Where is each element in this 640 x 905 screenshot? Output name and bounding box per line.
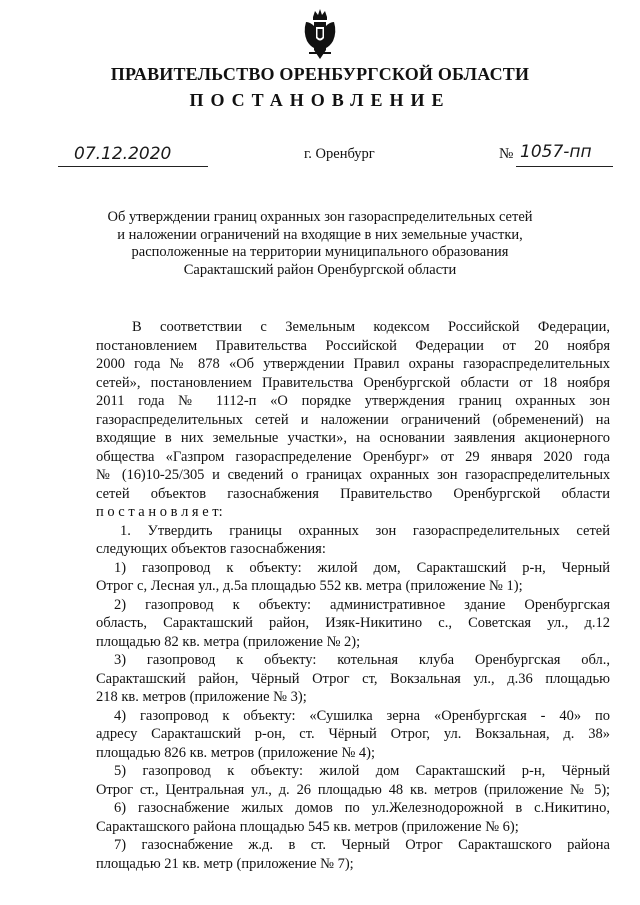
body-line: 5) газопровод к объекту: жилой дом Саракташский р-н, Чёрный bbox=[114, 763, 610, 779]
document-date: 07.12.2020 bbox=[58, 143, 208, 167]
body-line: В соответствии с Земельным кодексом Российской Федерации, bbox=[132, 319, 610, 335]
body-line: сетей объектов газоснабжения Правительство Оренбургской области bbox=[96, 485, 610, 502]
coat-of-arms-icon bbox=[303, 8, 337, 60]
body-line: постановлением Правительства Российской Федерации от 20 ноября bbox=[96, 337, 610, 354]
body-line: 218 кв. метров (приложение № 3); bbox=[96, 689, 307, 705]
body-line: 6) газоснабжение жилых домов по ул.Железнодорожной в с.Никитино, bbox=[114, 800, 610, 816]
title-line: расположенные на территории муниципального образования bbox=[131, 244, 509, 260]
document-title bbox=[60, 209, 580, 279]
body-line: общества «Газпром газораспределение Оренбург» от 29 января 2020 года bbox=[96, 448, 610, 465]
document-body bbox=[96, 318, 610, 873]
body-line: 2011 года № 1112-п «О порядке утверждения границ охранных зон bbox=[96, 393, 610, 409]
document-type: ПОСТАНОВЛЕНИЕ bbox=[189, 90, 451, 110]
body-line: адресу Саракташский р-он, ст. Чёрный Отрог, ул. Вокзальная, д. 38» bbox=[96, 726, 610, 742]
body-line: следующих объектов газоснабжения: bbox=[96, 541, 326, 557]
title-line: и наложении ограничений на входящие в них земельные участки, bbox=[117, 226, 523, 243]
body-line: 4) газопровод к объекту: «Сушилка зерна «Оренбургская - 40» по bbox=[114, 707, 610, 724]
body-line: Отрог ст., Центральная ул., д. 26 площадью 48 кв. метров (приложение № 5); bbox=[96, 781, 610, 798]
body-line: область, Саракташский район, Изяк-Никитино с., Советская ул., д.12 bbox=[96, 615, 610, 631]
title-line: Саракташский район Оренбургской области bbox=[183, 261, 457, 278]
body-line-resolves: п о с т а н о в л я е т: bbox=[96, 504, 223, 520]
body-line: Саракташского района площадью 545 кв. метров (приложение № 6); bbox=[96, 818, 519, 835]
body-line: 7) газоснабжение ж.д. в ст. Черный Отрог Саракташского района bbox=[114, 837, 610, 853]
body-line: Отрог с, Лесная ул., д.5а площадью 552 кв. метра (приложение № 1); bbox=[96, 578, 523, 594]
title-line: Об утверждении границ охранных зон газораспределительных сетей bbox=[107, 209, 533, 225]
government-name: ПРАВИТЕЛЬСТВО ОРЕНБУРГСКОЙ ОБЛАСТИ bbox=[110, 64, 530, 84]
body-line: площадью 82 кв. метра (приложение № 2); bbox=[96, 633, 361, 650]
body-line: площадью 21 кв. метр (приложение № 7); bbox=[96, 855, 354, 872]
body-line: газораспределительных сетей и наложении ограничений (обременений) на bbox=[96, 411, 610, 428]
body-line: 1) газопровод к объекту: жилой дом, Саракташский р-н, Черный bbox=[114, 559, 610, 576]
document-number: 1057-пп bbox=[516, 141, 613, 167]
body-line: 2000 года № 878 «Об утверждении Правил охраны газораспределительных bbox=[96, 356, 610, 372]
document-city: г. Оренбург bbox=[304, 146, 375, 162]
body-line: № (16)10-25/305 и сведений о границах охранных зон газораспределительных bbox=[96, 467, 610, 483]
document-number-prefix: № bbox=[499, 146, 514, 162]
body-line: сетей», постановлением Правительства Оренбургской области от 18 ноября bbox=[96, 374, 610, 391]
body-line: 1. Утвердить границы охранных зон газораспределительных сетей bbox=[120, 522, 610, 539]
body-line: входящие в них земельные участки», на основании заявления акционерного bbox=[96, 430, 610, 446]
body-line: 3) газопровод к объекту: котельная клуба Оренбургская обл., bbox=[114, 652, 610, 668]
body-line: площадью 826 кв. метров (приложение № 4); bbox=[96, 744, 376, 761]
body-line: 2) газопровод к объекту: административное здание Оренбургская bbox=[114, 596, 610, 613]
body-line: Саракташский район, Чёрный Отрог ст, Вокзальная ул., д.36 площадью bbox=[96, 670, 610, 687]
